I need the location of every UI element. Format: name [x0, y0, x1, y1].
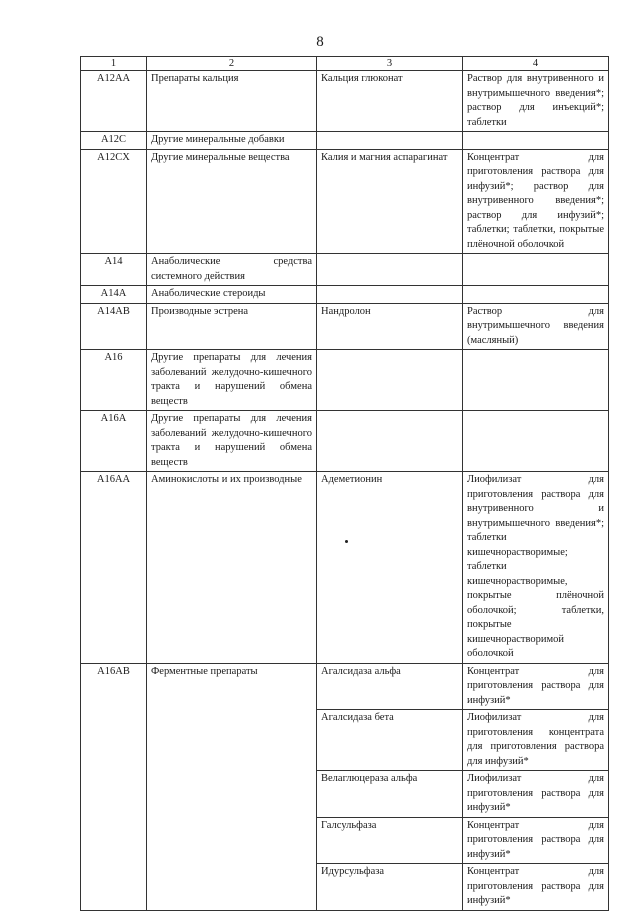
- drug-name: [317, 350, 463, 411]
- column-header: 3: [317, 57, 463, 71]
- column-header: 2: [147, 57, 317, 71]
- atc-code: A16: [81, 350, 147, 411]
- drug-name: Адеметионин: [317, 472, 463, 664]
- drug-name: Нандролон: [317, 303, 463, 350]
- group-name: Анаболические стероиды: [147, 286, 317, 304]
- dosage-form: [463, 286, 609, 304]
- atc-code: A16AA: [81, 472, 147, 664]
- column-header: 4: [463, 57, 609, 71]
- dosage-form: Лиофилизат для приготовления раствора для инфузий*: [463, 771, 609, 818]
- atc-code: A12AA: [81, 71, 147, 132]
- drug-name: Калия и магния аспарагинат: [317, 149, 463, 254]
- table-row: [81, 303, 609, 350]
- dosage-form: Раствор для внутривенного и внутримышечного введения*; раствор для инъекций*; таблетки: [463, 71, 609, 132]
- table-row: [81, 350, 609, 411]
- drug-name: [317, 254, 463, 286]
- dosage-form: [463, 411, 609, 472]
- page-number: 8: [316, 34, 324, 50]
- atc-code: A14AB: [81, 303, 147, 350]
- drug-table: [80, 56, 609, 911]
- table-row: [81, 132, 609, 150]
- dosage-form: Концентрат для приготовления раствора для инфузий*: [463, 817, 609, 864]
- drug-name: [317, 132, 463, 150]
- atc-code: A12C: [81, 132, 147, 150]
- column-header: 1: [81, 57, 147, 71]
- drug-name: [317, 411, 463, 472]
- group-name: Другие препараты для лечения заболеваний желудочно-кишечного тракта и нарушений обмена веществ: [147, 350, 317, 411]
- dosage-form: [463, 350, 609, 411]
- group-name: Аминокислоты и их производные: [147, 472, 317, 664]
- scan-speck: [345, 540, 348, 543]
- table-row: [81, 411, 609, 472]
- dosage-form: Концентрат для приготовления раствора для инфузий*: [463, 864, 609, 911]
- drug-name: [317, 286, 463, 304]
- table-row: [81, 149, 609, 254]
- group-name: Ферментные препараты: [147, 663, 317, 910]
- group-name: Другие препараты для лечения заболеваний желудочно-кишечного тракта и нарушений обмена веществ: [147, 411, 317, 472]
- dosage-form: Лиофилизат для приготовления концентрата для приготовления раствора для инфузий*: [463, 710, 609, 771]
- group-name: Анаболические средства системного действия: [147, 254, 317, 286]
- drug-name: Агалсидаза альфа: [317, 663, 463, 710]
- atc-code: A14: [81, 254, 147, 286]
- dosage-form: [463, 132, 609, 150]
- group-name: Другие минеральные добавки: [147, 132, 317, 150]
- atc-code: A12CX: [81, 149, 147, 254]
- drug-name: Идурсульфаза: [317, 864, 463, 911]
- group-name: Препараты кальция: [147, 71, 317, 132]
- drug-name: Велаглюцераза альфа: [317, 771, 463, 818]
- atc-code: A16A: [81, 411, 147, 472]
- table-row: [81, 472, 609, 664]
- drug-name: Агалсидаза бета: [317, 710, 463, 771]
- dosage-form: [463, 254, 609, 286]
- table-header-row: [81, 57, 609, 71]
- group-name: Другие минеральные вещества: [147, 149, 317, 254]
- table-row: [81, 286, 609, 304]
- table-row: [81, 254, 609, 286]
- atc-code: A16AB: [81, 663, 147, 910]
- dosage-form: Концентрат для приготовления раствора для инфузий*: [463, 663, 609, 710]
- table-row: [81, 663, 609, 710]
- group-name: Производные эстрена: [147, 303, 317, 350]
- dosage-form: Лиофилизат для приготовления раствора для внутривенного и внутримышечного введения*; таблетки кишечнорастворимые; таблетки кишечнорастворимые, покрытые плёночной оболочкой; таблетки, покрытые кишечнорастворимой оболочкой: [463, 472, 609, 664]
- atc-code: A14A: [81, 286, 147, 304]
- table-row: [81, 71, 609, 132]
- drug-name: Галсульфаза: [317, 817, 463, 864]
- dosage-form: Раствор для внутримышечного введения (масляный): [463, 303, 609, 350]
- drug-name: Кальция глюконат: [317, 71, 463, 132]
- dosage-form: Концентрат для приготовления раствора для инфузий*; раствор для внутривенного введения*; раствор для инфузий*; таблетки; таблетки, покрытые плёночной оболочкой: [463, 149, 609, 254]
